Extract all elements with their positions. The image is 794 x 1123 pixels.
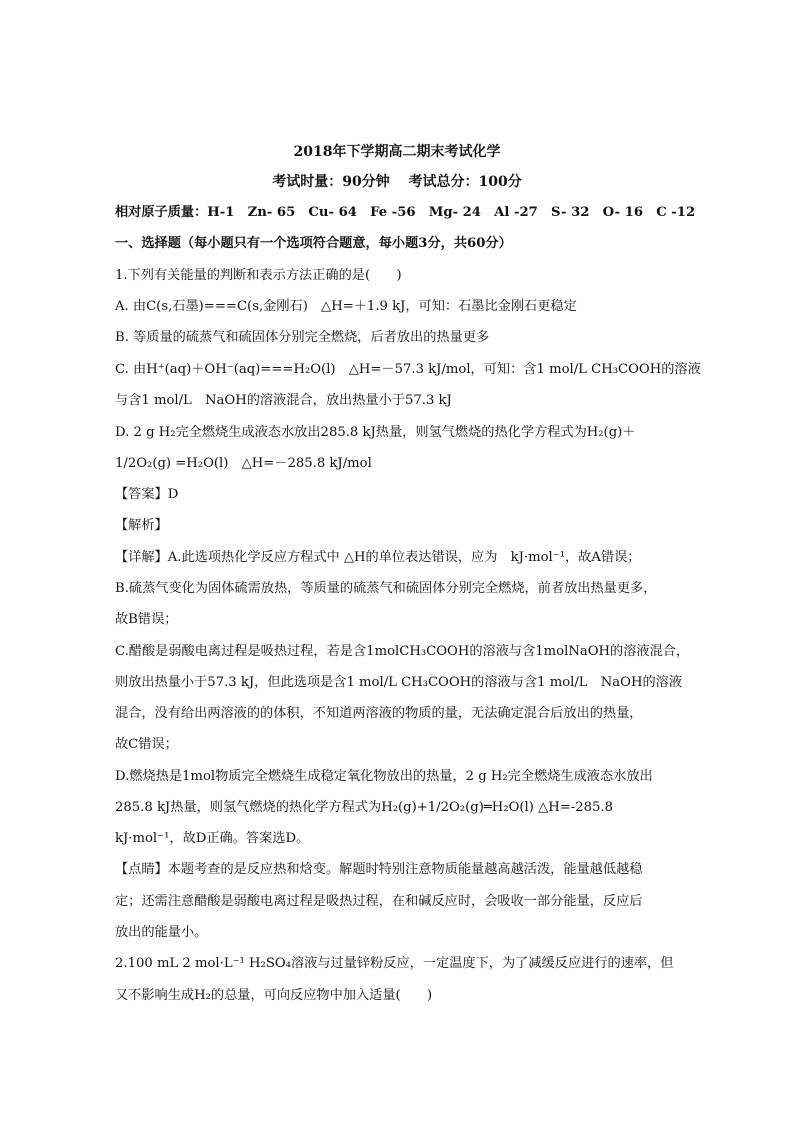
question-1-stem: 1.下列有关能量的判断和表示方法正确的是( ) xyxy=(115,268,402,283)
exam-info: 考试时量：90分钟 考试总分：100分 xyxy=(272,174,522,190)
question-1-detail-line-2: B.硫蒸气变化为固体硫需放热，等质量的硫蒸气和硫固体分别完全燃烧，前者放出热量更多， xyxy=(115,581,657,596)
exam-title: 2018年下学期高二期末考试化学 xyxy=(293,144,501,160)
question-1-detail-line-5: 则放出热量小于57.3 kJ，但此选项是含1 mol/L CH₃COOH的溶液与含1 mol/L NaOH的溶液 xyxy=(115,675,683,690)
section-title: 一、选择题（每小题只有一个选项符合题意，每小题3分，共60分） xyxy=(115,236,512,251)
question-1-analysis-label: 【解析】 xyxy=(115,518,168,533)
atomic-masses: 相对原子质量：H-1 Zn- 65 Cu- 64 Fe -56 Mg- 24 Al -27 S- 32 O- 16 C -12 xyxy=(115,205,696,220)
question-1-option-d-line-1: D. 2 g H₂完全燃烧生成液态水放出285.8 kJ热量，则氢气燃烧的热化学方程式为H₂(g)＋ xyxy=(115,425,636,440)
question-1-remark-line-1: 【点睛】本题考查的是反应热和焓变。解题时特别注意物质能量越高越活泼，能量越低越稳 xyxy=(115,862,643,877)
question-1-option-d-line-2: 1/2O₂(g) =H₂O(l) △H=－285.8 kJ/mol xyxy=(115,456,372,471)
question-1-remark-line-2: 定；还需注意醋酸是弱酸电离过程是吸热过程，在和碱反应时，会吸收一部分能量，反应后 xyxy=(115,894,643,909)
question-1-detail-line-10: kJ·mol⁻¹，故D正确。答案选D。 xyxy=(115,831,310,846)
question-1-detail-line-1: 【详解】A.此选项热化学反应方程式中 △H的单位表达错误，应为 kJ·mol⁻¹，故A错误； xyxy=(115,550,641,565)
question-1-detail-line-9: 285.8 kJ热量，则氢气燃烧的热化学方程式为H₂(g)+1/2O₂(g)═H₂O(l) △H=-285.8 xyxy=(115,800,613,815)
question-1-remark-line-3: 放出的能量小。 xyxy=(115,925,208,940)
question-1-detail-line-3: 故B错误； xyxy=(115,612,178,627)
question-1-detail-line-7: 故C错误； xyxy=(115,737,178,752)
question-2-stem-line-2: 又不影响生成H₂的总量，可向反应物中加入适量( ) xyxy=(115,988,433,1003)
question-1-option-c-line-2: 与含1 mol/L NaOH的溶液混合，放出热量小于57.3 kJ xyxy=(115,393,452,408)
question-1-answer: 【答案】D xyxy=(115,487,179,502)
question-1-option-a: A. 由C(s,石墨)===C(s,金刚石) △H=＋1.9 kJ，可知：石墨比金刚石更稳定 xyxy=(115,299,577,314)
question-2-stem-line-1: 2.100 mL 2 mol·L⁻¹ H₂SO₄溶液与过量锌粉反应，一定温度下，为了减缓反应进行的速率，但 xyxy=(115,956,674,971)
question-1-detail-line-6: 混合，没有给出两溶液的的体积，不知道两溶液的物质的量，无法确定混合后放出的热量， xyxy=(115,706,643,721)
question-1-detail-line-8: D.燃烧热是1mol物质完全燃烧生成稳定氧化物放出的热量，2 g H₂完全燃烧生成液态水放出 xyxy=(115,769,653,784)
question-1-detail-line-4: C.醋酸是弱酸电离过程是吸热过程，若是含1molCH₃COOH的溶液与含1molNaOH的溶液混合， xyxy=(115,644,690,659)
question-1-option-b: B. 等质量的硫蒸气和硫固体分别完全燃烧，后者放出的热量更多 xyxy=(115,330,490,345)
question-1-option-c-line-1: C. 由H⁺(aq)＋OH⁻(aq)===H₂O(l) △H=－57.3 kJ/mol，可知：含1 mol/L CH₃COOH的溶液 xyxy=(115,362,701,377)
